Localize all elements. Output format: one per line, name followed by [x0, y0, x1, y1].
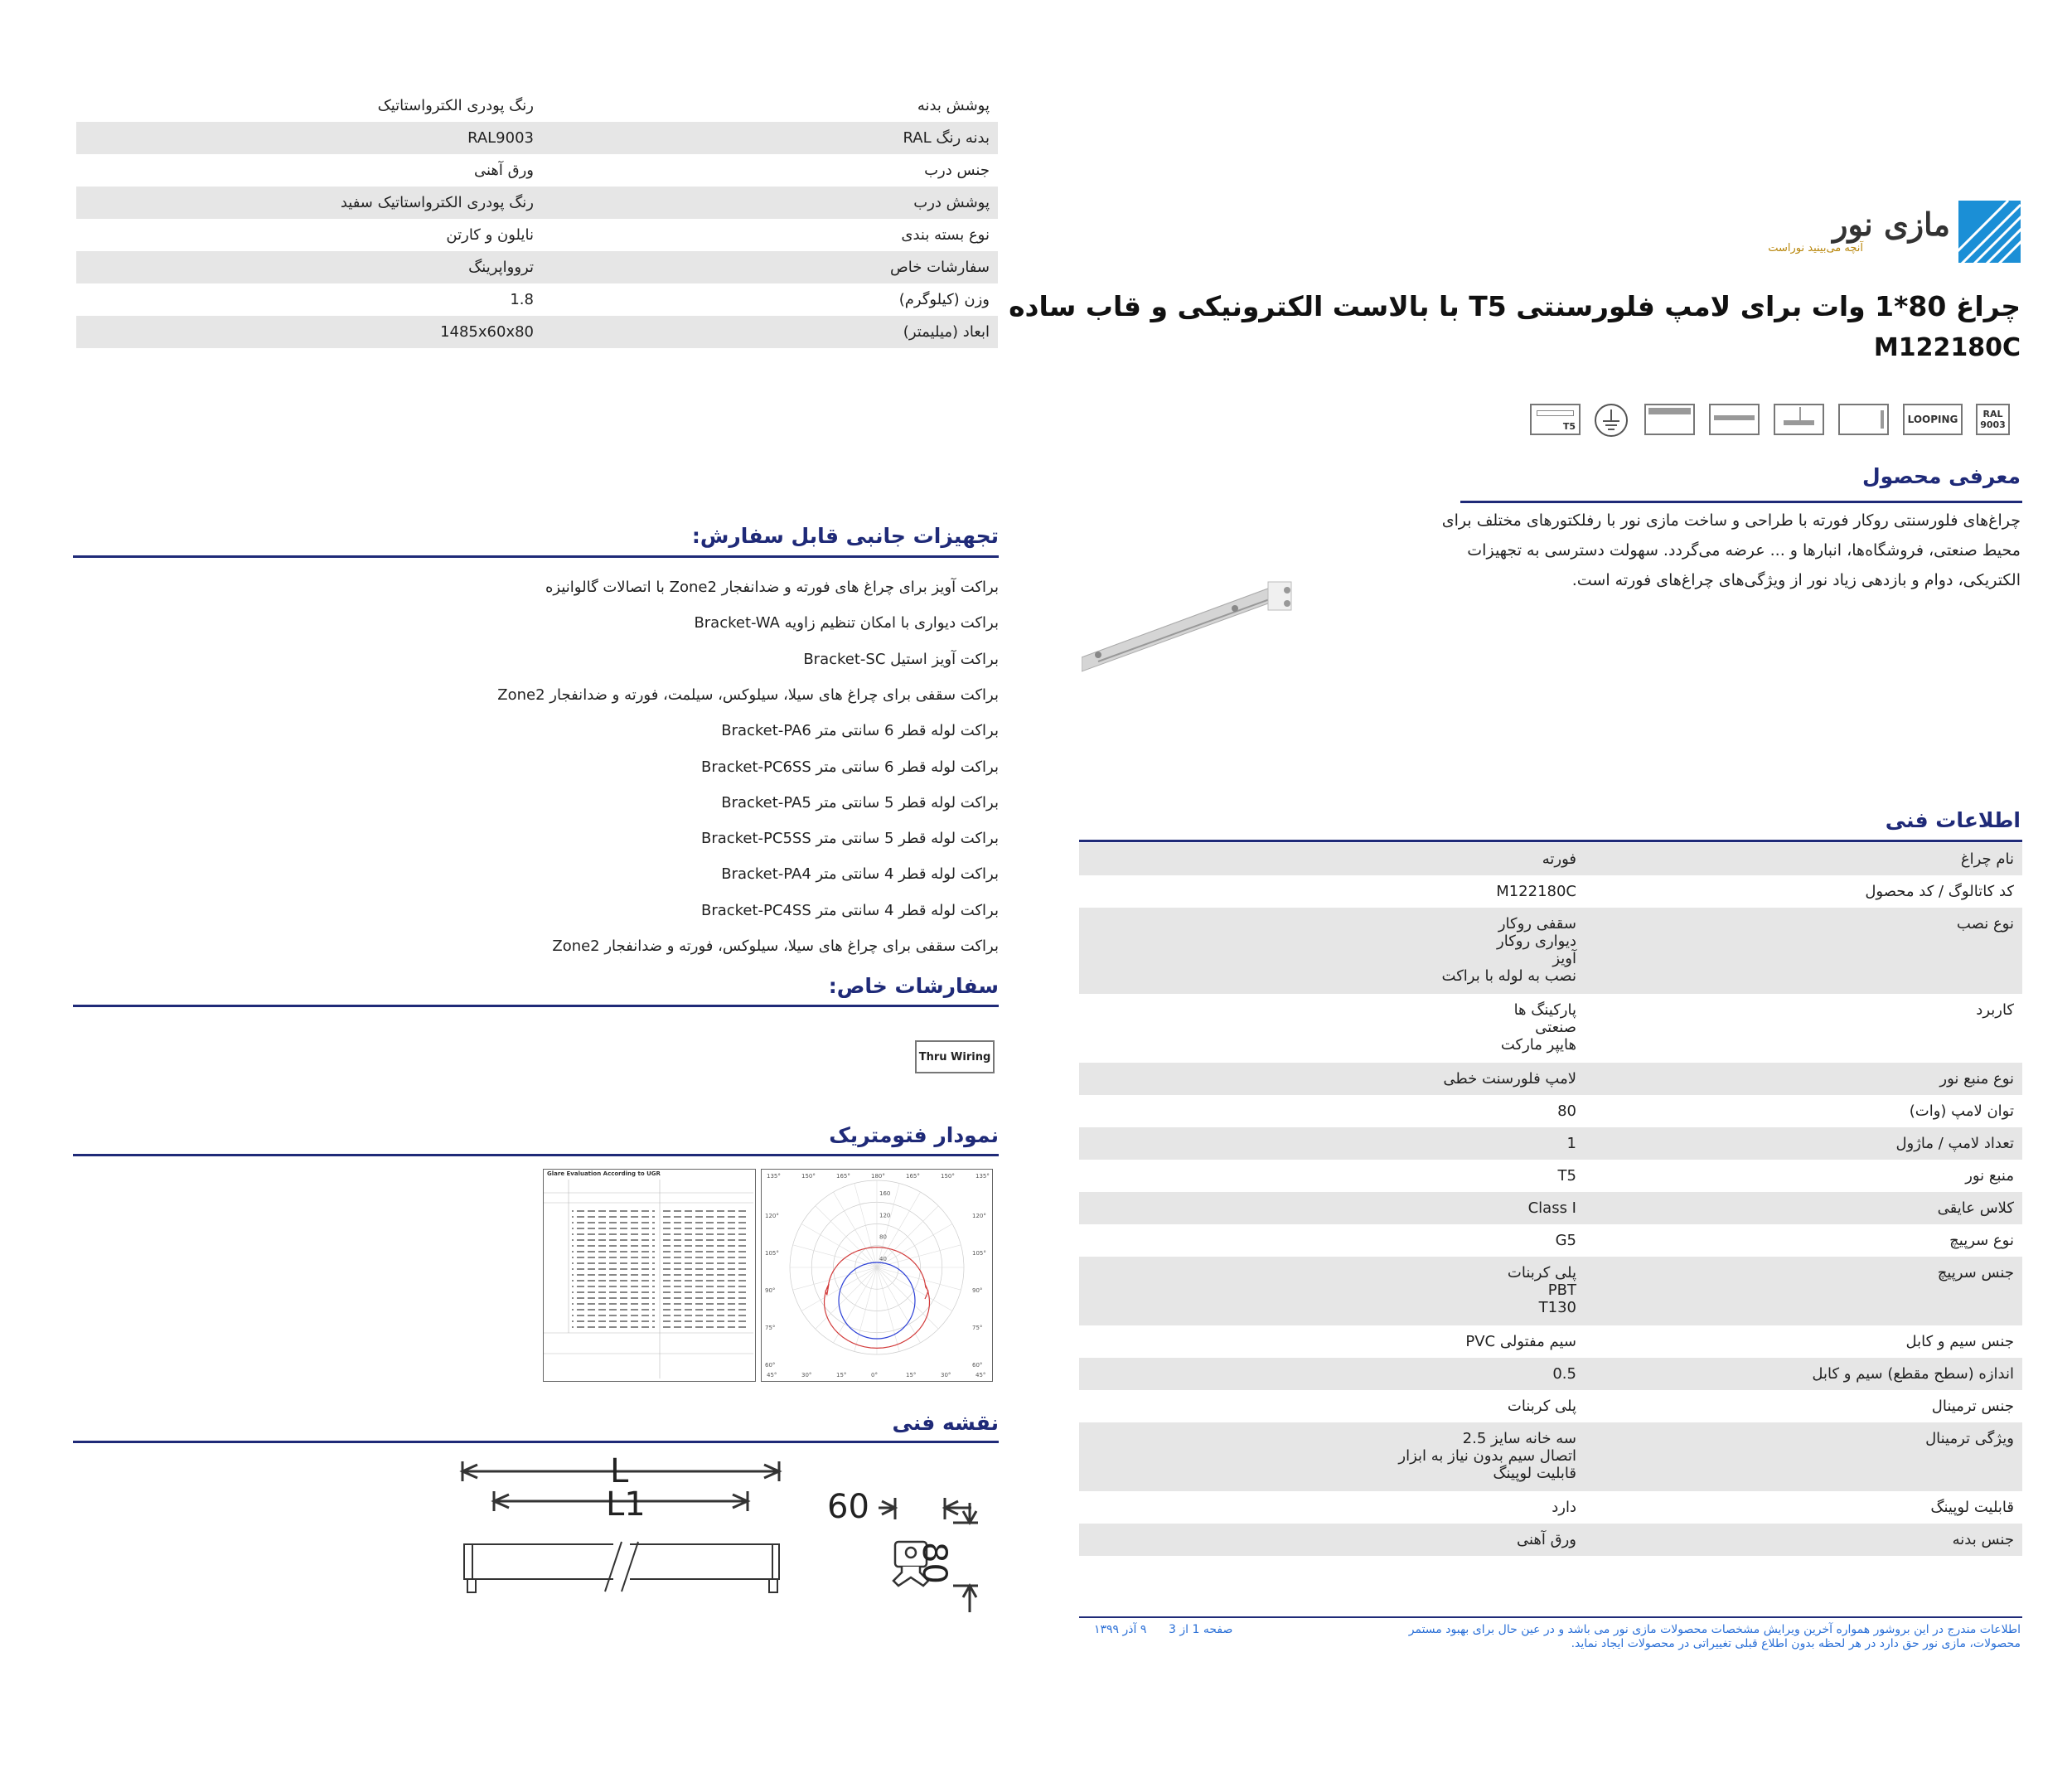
accessory-item: براکت لوله قطر 4 سانتی متر Bracket-PA4: [721, 865, 999, 884]
tech-table: [1079, 843, 2022, 1556]
tech-value-line: صنعتی: [1535, 1019, 1576, 1036]
tech-key: کاربرد: [1976, 1001, 2014, 1019]
polar-ring-label: 120: [879, 1212, 891, 1219]
tech-value-line: 80: [1557, 1102, 1576, 1120]
spec-key: نوع بسته بندی: [901, 226, 990, 244]
intro-line: چراغ‌های فلورسنتی روکار فورته با طراحی و ساخت مازی نور با رفلکتورهای مختلف برای: [1441, 511, 2021, 530]
disclaimer-line: اطلاعات مندرج در این بروشور همواره آخرین ویرایش مشخصات محصولات مازی نور می باشد و در عین حال برای بهبود مستمر: [1408, 1623, 2021, 1636]
polar-spoke: [877, 1245, 961, 1267]
tech-value-line: G5: [1555, 1232, 1576, 1249]
tech-value-line: 1: [1566, 1135, 1576, 1152]
spec-key: سفارشات خاص: [890, 259, 990, 276]
tech-key: اندازه (سطح مقطع) سیم و کابل: [1812, 1365, 2014, 1383]
looping-icon: [1903, 404, 1963, 435]
polar-angle-label: 135°: [767, 1173, 781, 1180]
tech-row: [1079, 908, 2022, 994]
accessory-item: براکت آویز برای چراغ های فورته و ضدانفجار Zone2 با اتصالات گالوانیزه: [545, 579, 999, 596]
spec-value: رنگ پودری الکترواستاتیک سفید: [340, 194, 534, 211]
spec-row: [76, 283, 998, 316]
spec-row: [76, 154, 998, 187]
tech-key: قابلیت لوپینگ: [1930, 1499, 2014, 1516]
ugr-title: Glare Evaluation According to UGR: [547, 1170, 661, 1177]
spec-value: رنگ پودری الکترواستاتیک: [377, 97, 534, 114]
tech-key: کلاس عایقی: [1937, 1199, 2014, 1217]
photometric-heading: نمودار فتومتریک: [829, 1123, 999, 1147]
spec-value: 1.8: [510, 291, 534, 308]
tech-value: [1079, 1135, 1576, 1152]
tech-value: [1079, 915, 1576, 985]
tech-key: نوع منبع نور: [1939, 1070, 2014, 1088]
tech-key: تعداد لامپ / ماژول: [1895, 1135, 2014, 1152]
page-date: ۹ آذر ۱۳۹۹: [1094, 1623, 1147, 1636]
spec-row: [76, 316, 998, 348]
tech-value-line: T130: [1538, 1299, 1576, 1316]
intro-text: [1442, 506, 2021, 595]
intro-line: الکتریکی، دوام و بازدهی زیاد نور از ویژگی‌های چراغ‌های فورته است.: [1571, 571, 2021, 589]
tech-value-line: T5: [1557, 1167, 1576, 1185]
spec-row: [76, 251, 998, 283]
tech-key: جنس سیم و کابل: [1905, 1333, 2014, 1350]
accessory-item: براکت لوله قطر 4 سانتی متر Bracket-PC4SS: [700, 901, 999, 919]
polar-angle-label: 15°: [906, 1372, 917, 1378]
polar-angle-label: 90°: [972, 1287, 983, 1294]
tube-shape: [1537, 410, 1574, 416]
tech-row: [1079, 1257, 2022, 1325]
polar-ring-label: 40: [879, 1255, 887, 1262]
tech-value-line: لامپ فلورسنت خطی: [1443, 1070, 1576, 1088]
product-code: M122180C: [1873, 333, 2021, 362]
tech-value-line: دیواری روکار: [1497, 933, 1576, 950]
polar-angle-label: 105°: [972, 1250, 986, 1257]
tech-row: [1079, 1224, 2022, 1257]
tech-value-line: نصب به لوله با براکت: [1441, 967, 1576, 985]
polar-spoke: [793, 1245, 877, 1267]
ground-icon: [1594, 403, 1629, 438]
t5-lamp-icon: [1530, 404, 1581, 435]
spec-value: ورق آهنی: [474, 162, 534, 179]
footer-disclaimer: [1409, 1623, 2021, 1651]
polar-chart: [761, 1169, 993, 1382]
accessory-item: براکت آویز استیل Bracket-SC: [803, 650, 999, 668]
t5-label: T5: [1562, 421, 1576, 432]
ral-number: 9003: [1980, 419, 2006, 430]
polar-spoke: [834, 1192, 878, 1267]
ral-9003-icon: [1976, 404, 2010, 435]
tech-value-line: 0.5: [1552, 1365, 1576, 1383]
polar-angle-label: 105°: [765, 1250, 779, 1257]
pendant-wire: [1799, 407, 1801, 420]
tech-key: جنس بدنه: [1952, 1531, 2014, 1548]
tech-row: [1079, 875, 2022, 908]
ral-label: RAL: [1982, 409, 2003, 419]
tech-key: نوع نصب: [1956, 915, 2014, 933]
tech-value-line: قابلیت لوپینگ: [1493, 1465, 1576, 1482]
tech-value-line: M122180C: [1496, 883, 1576, 900]
tech-value: [1079, 1430, 1576, 1482]
tech-value: [1079, 1333, 1576, 1350]
footer-rule: [1079, 1616, 2022, 1618]
tech-value: [1079, 1499, 1576, 1516]
tech-key: جنس سرپیچ: [1937, 1264, 2014, 1282]
tech-row: [1079, 1095, 2022, 1127]
spec-value: RAL9003: [467, 129, 534, 147]
tech-value-line: آویز: [1552, 950, 1576, 967]
tech-value: [1079, 1102, 1576, 1120]
tech-value-line: پلی کربنات: [1507, 1264, 1576, 1282]
polar-ring-label: 160: [879, 1190, 891, 1197]
tech-row: [1079, 994, 2022, 1063]
drawing-heading: نقشه فنی: [892, 1411, 999, 1435]
brand-name: مازی نور: [1832, 206, 1950, 243]
side-bar: [1881, 410, 1884, 429]
accessories-rule: [73, 555, 999, 558]
tech-key: منبع نور: [1965, 1167, 2014, 1185]
dim-height: 80: [915, 1542, 953, 1584]
ceiling-surface-icon: [1644, 404, 1695, 435]
tech-value: [1079, 1398, 1576, 1415]
dim-L1: L1: [606, 1485, 646, 1524]
ugr-grid: [544, 1180, 753, 1378]
tech-value: [1079, 1531, 1576, 1548]
spec-key: وزن (کیلوگرم): [898, 291, 990, 308]
tech-value-line: هایپر مارکت: [1500, 1036, 1576, 1054]
polar-angle-label: 30°: [941, 1372, 951, 1378]
accessory-item: براکت لوله قطر 6 سانتی متر Bracket-PC6SS: [700, 758, 999, 776]
accessory-item: براکت سقفی برای چراغ های سیلا، سیلوکس، سیلمت، فورته و ضدانفجار Zone2: [497, 686, 999, 704]
tech-value: [1079, 1167, 1576, 1185]
polar-spoke: [801, 1224, 877, 1268]
polar-spoke: [854, 1184, 877, 1267]
tech-value-line: ورق آهنی: [1517, 1531, 1576, 1548]
polar-ring-label: 80: [879, 1233, 887, 1241]
spec-row: [76, 219, 998, 251]
accessory-item: براکت دیواری با امکان تنظیم زاویه Bracket-WA: [694, 614, 999, 632]
tech-value-line: سه خانه سایز 2.5: [1462, 1430, 1576, 1447]
tech-row: [1079, 1390, 2022, 1422]
tech-value-line: پارکینگ ها: [1513, 1001, 1576, 1019]
tech-row: [1079, 1127, 2022, 1160]
dim-L: L: [610, 1452, 629, 1490]
tech-row: [1079, 1063, 2022, 1095]
tech-value: [1079, 850, 1576, 868]
spec-value: 1485x60x80: [440, 323, 534, 341]
tech-value-line: پلی کربنات: [1507, 1398, 1576, 1415]
tech-value-line: سقفی روکار: [1498, 915, 1576, 933]
tech-row: [1079, 1358, 2022, 1390]
polar-angle-label: 150°: [941, 1173, 955, 1180]
side-mount-icon: [1838, 404, 1889, 435]
tech-value-line: PBT: [1547, 1282, 1576, 1299]
tech-row: [1079, 1160, 2022, 1192]
tech-value: [1079, 883, 1576, 900]
spec-value: نایلون و کارتن: [446, 226, 534, 244]
intro-heading: معرفی محصول: [1861, 464, 2021, 488]
tech-value-line: فورته: [1542, 850, 1576, 868]
intro-rule: [1460, 501, 2022, 503]
polar-svg: [762, 1170, 992, 1381]
tech-row: [1079, 1192, 2022, 1224]
polar-angle-label: 45°: [975, 1372, 986, 1378]
polar-spoke: [877, 1224, 952, 1268]
tech-heading: اطلاعات فنی: [1885, 808, 2021, 832]
drawing-rule: [73, 1441, 999, 1443]
special-rule: [73, 1005, 999, 1007]
thru-wiring-badge: Thru Wiring: [915, 1040, 995, 1073]
tech-value: [1079, 1001, 1576, 1054]
polar-spoke: [877, 1267, 961, 1290]
polar-angle-label: 45°: [767, 1372, 777, 1378]
spec-row: [76, 122, 998, 154]
pendant-icon: [1774, 404, 1824, 435]
accessory-item: براکت سقفی برای چراغ های سیلا، سیلوکس، فورته و ضدانفجار Zone2: [552, 938, 999, 955]
tech-value-line: اتصال سیم بدون نیاز به ابزار: [1398, 1447, 1576, 1465]
spec-key: پوشش بدنه: [917, 97, 990, 114]
wall-mount-icon: [1709, 404, 1760, 435]
intro-line: محیط صنعتی، فروشگاه‌ها، انبارها و ... عرضه می‌گردد. سهولت دسترسی به تجهیزات: [1467, 541, 2021, 560]
disclaimer-line: محصولات، مازی نور حق دارد در هر لحظه بدون اطلاع قبلی تغییراتی در محصولات ایجاد نماید.: [1571, 1637, 2021, 1650]
accessory-item: براکت لوله قطر 6 سانتی متر Bracket-PA6: [721, 722, 999, 740]
brand-logo: [1747, 201, 2021, 263]
tech-key: نام چراغ: [1960, 850, 2014, 868]
product-image: [1082, 572, 1297, 676]
tech-value: [1079, 1365, 1576, 1383]
polar-angle-label: 150°: [801, 1173, 816, 1180]
logo-mark-icon: [1958, 201, 2021, 263]
tech-row: [1079, 843, 2022, 875]
tech-value-line: سیم مفتولی PVC: [1465, 1333, 1576, 1350]
tech-value-line: Class I: [1527, 1199, 1576, 1217]
tech-value: [1079, 1264, 1576, 1316]
spec-key: ابعاد (میلیمتر): [903, 323, 990, 341]
accessories-heading: تجهیزات جانبی قابل سفارش:: [691, 524, 999, 548]
photometric-rule: [73, 1154, 999, 1156]
spec-key: پوشش درب: [913, 194, 990, 211]
spec-row: [76, 187, 998, 219]
tech-row: [1079, 1422, 2022, 1491]
brand-tagline: آنچه می‌بینید نوراست: [1768, 242, 1863, 254]
accessory-item: براکت لوله قطر 5 سانتی متر Bracket-PC5SS: [700, 830, 999, 848]
polar-angle-label: 135°: [975, 1173, 990, 1180]
tech-rule: [1079, 840, 2022, 842]
tech-key: توان لامپ (وات): [1909, 1102, 2014, 1120]
special-heading: سفارشات خاص:: [828, 974, 999, 998]
accessory-item: براکت لوله قطر 5 سانتی متر Bracket-PA5: [721, 793, 999, 812]
tech-key: کد کاتالوگ / کد محصول: [1865, 883, 2014, 900]
polar-angle-label: 165°: [906, 1173, 920, 1180]
looping-label: LOOPING: [1907, 414, 1958, 425]
polar-angle-label: 120°: [972, 1213, 986, 1219]
polar-angle-label: 15°: [836, 1372, 847, 1378]
tech-row: [1079, 1325, 2022, 1358]
body-specs-table: [76, 90, 998, 348]
polar-spoke: [816, 1206, 877, 1267]
polar-angle-label: 0°: [871, 1372, 878, 1378]
polar-angle-label: 180°: [871, 1173, 885, 1180]
wall-bar: [1714, 415, 1755, 420]
spec-key: جنس درب: [924, 162, 990, 179]
tech-key: جنس ترمینال: [1931, 1398, 2014, 1415]
product-title: چراغ 80*1 وات برای لامپ فلورسنتی T5 با بالاست الکترونیکی و قاب ساده: [1009, 290, 2021, 322]
polar-angle-label: 75°: [972, 1325, 983, 1331]
tech-row: [1079, 1491, 2022, 1524]
tech-value: [1079, 1199, 1576, 1217]
polar-angle-label: 30°: [801, 1372, 812, 1378]
tech-value: [1079, 1232, 1576, 1249]
ugr-table: [543, 1169, 756, 1382]
polar-angle-label: 165°: [836, 1173, 850, 1180]
polar-angle-label: 60°: [972, 1362, 983, 1369]
tech-key: نوع سرپیچ: [1949, 1232, 2014, 1249]
pendant-bar: [1784, 420, 1814, 425]
tech-row: [1079, 1524, 2022, 1556]
polar-angle-label: 60°: [765, 1362, 776, 1369]
spec-row: [76, 90, 998, 122]
tech-value: [1079, 1070, 1576, 1088]
spec-value: تروواپرینگ: [468, 259, 534, 276]
tech-value-line: دارد: [1552, 1499, 1576, 1516]
polar-angle-label: 120°: [765, 1213, 779, 1219]
tech-key: ویژگی ترمینال: [1925, 1430, 2014, 1447]
spec-key: بدنه رنگ RAL: [903, 129, 990, 147]
page-number: صفحه 1 از 3: [1169, 1623, 1233, 1636]
ceiling-bar: [1648, 408, 1691, 414]
polar-spoke: [793, 1267, 877, 1290]
polar-angle-label: 90°: [765, 1287, 776, 1294]
polar-angle-label: 75°: [765, 1325, 776, 1331]
dim-width: 60: [827, 1488, 869, 1526]
